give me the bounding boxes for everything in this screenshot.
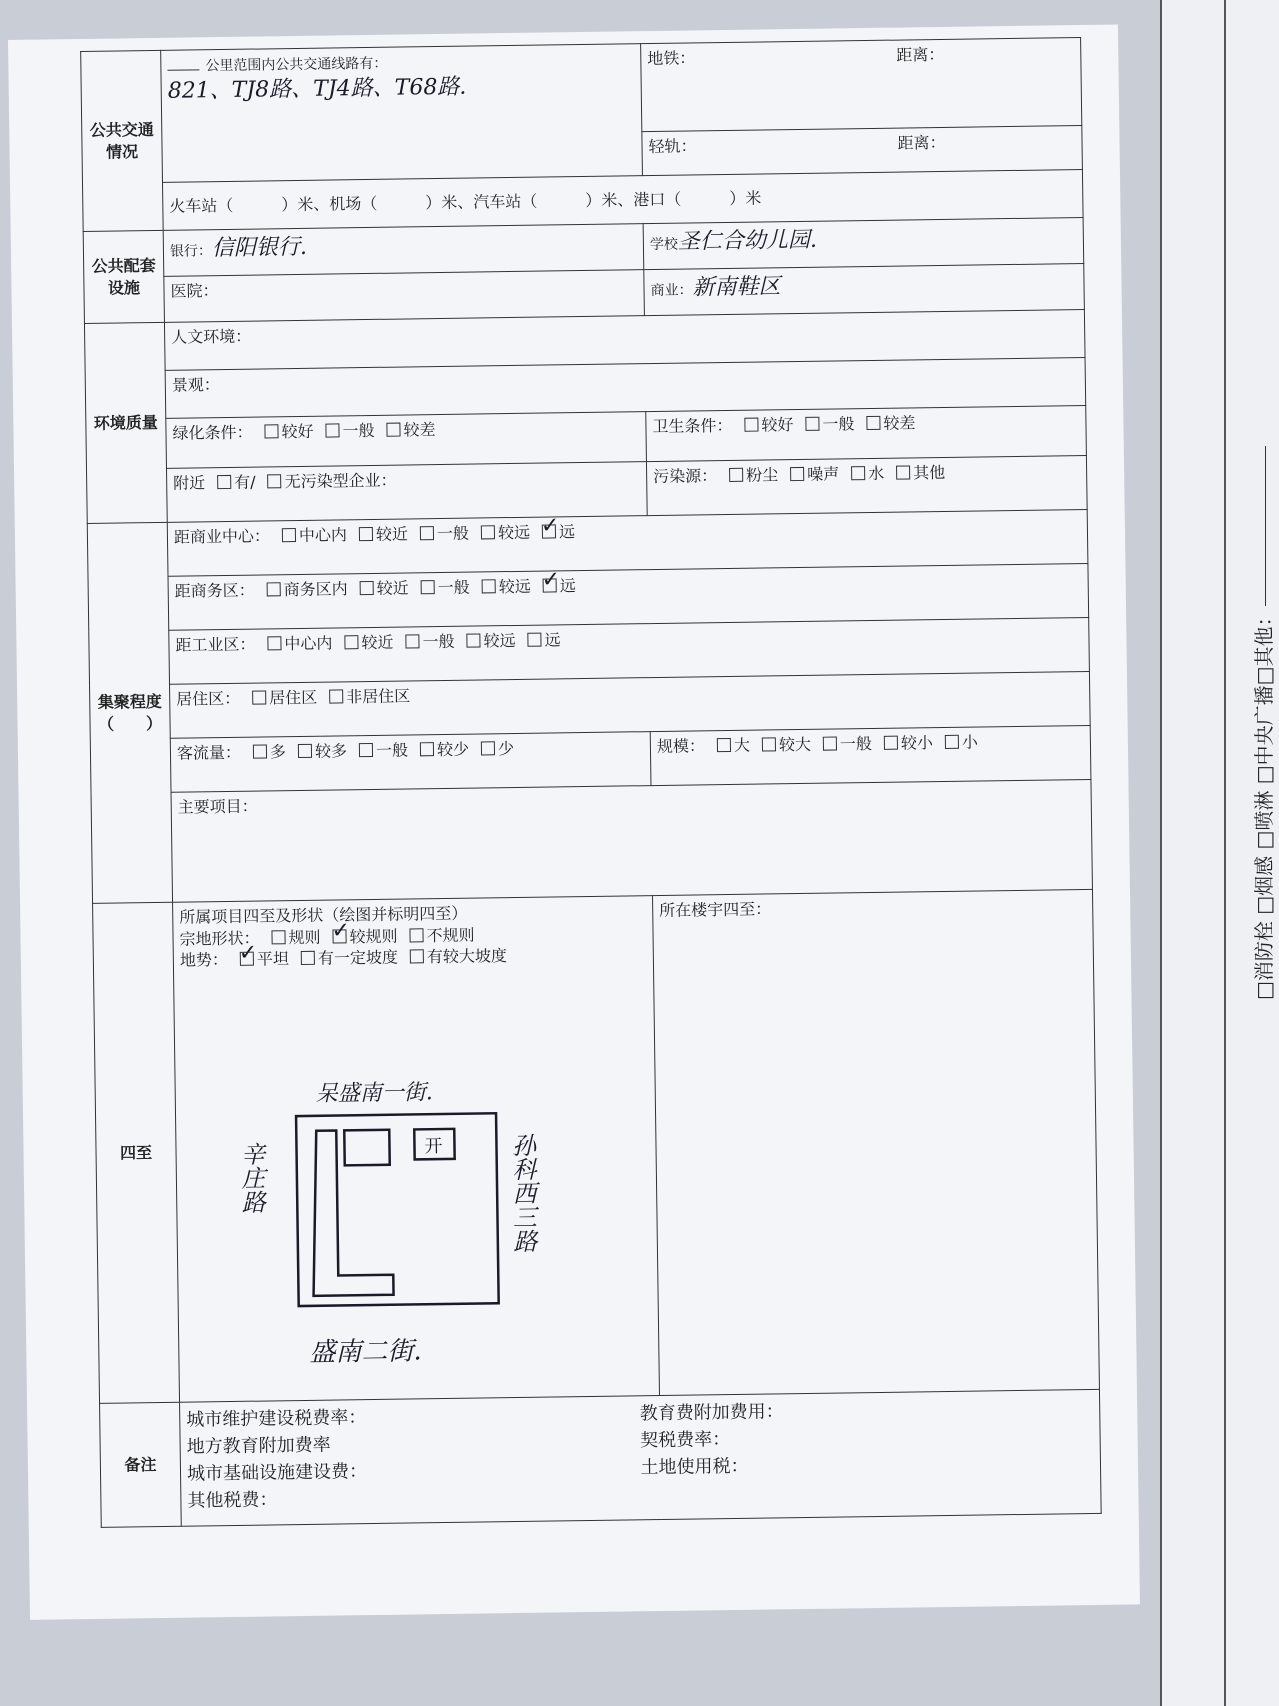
education-surcharge: 教育费附加费用： bbox=[639, 1401, 784, 1425]
school-cell bbox=[643, 218, 1084, 270]
scale-label: 规模： bbox=[656, 736, 706, 757]
culture-cell: 人文环境： bbox=[164, 309, 1085, 370]
checkbox[interactable] bbox=[252, 690, 266, 704]
checkbox[interactable] bbox=[744, 418, 758, 432]
option-label: 无污染型企业： bbox=[284, 470, 397, 492]
traffic-label: 客流量： bbox=[176, 742, 242, 763]
survey-form-table bbox=[80, 37, 1102, 1528]
sketch-north-road: 呆盛南一街. bbox=[315, 1080, 433, 1107]
option-label: 一般 bbox=[375, 740, 409, 760]
school-label: 学校 bbox=[649, 236, 679, 254]
sketch-east-road: 孙科西三路 bbox=[507, 1132, 537, 1254]
option-label: 非居住区 bbox=[346, 686, 411, 707]
building-l-shape bbox=[311, 1130, 393, 1296]
main-items-cell: 主要项目： bbox=[171, 779, 1092, 902]
option-label: 较近 bbox=[361, 632, 394, 653]
sketch-west-road: 辛庄路 bbox=[236, 1141, 266, 1214]
checkbox[interactable] bbox=[790, 467, 804, 481]
checkbox[interactable] bbox=[298, 744, 312, 758]
option-label: 一般 bbox=[437, 577, 470, 598]
option-label: 小 bbox=[961, 732, 979, 752]
option-label: 较差 bbox=[403, 420, 436, 440]
environment-label: 环境质量 bbox=[84, 322, 167, 523]
option-label: 噪声 bbox=[807, 464, 840, 484]
checkbox[interactable] bbox=[359, 743, 373, 757]
site-outline bbox=[296, 1113, 499, 1306]
option-label: 较近 bbox=[376, 578, 409, 598]
site-sketch bbox=[235, 1057, 559, 1381]
option-label: 较远 bbox=[483, 630, 516, 651]
greening-cell bbox=[166, 412, 647, 469]
option-label: 中心内 bbox=[298, 525, 348, 545]
residential-label: 居住区： bbox=[176, 688, 241, 709]
checkbox[interactable] bbox=[482, 579, 496, 593]
checkbox[interactable] bbox=[805, 417, 819, 431]
option-label: 商务区内 bbox=[283, 579, 348, 600]
checkbox[interactable] bbox=[823, 736, 837, 750]
checkbox[interactable] bbox=[301, 951, 315, 965]
adjacent-page-text bbox=[1248, 446, 1277, 1000]
terrain-row bbox=[180, 943, 647, 971]
urban-maintenance-tax: 城市维护建设税费率： bbox=[186, 1407, 367, 1431]
lines-handwritten-value: 821、TJ8路、TJ4路、T68路. bbox=[167, 74, 467, 104]
option-label: 其他 bbox=[913, 462, 946, 483]
option-label: 较多 bbox=[314, 741, 348, 761]
building-block-1 bbox=[344, 1130, 389, 1166]
checkbox-checked[interactable] bbox=[543, 578, 557, 592]
option-label: 一般 bbox=[436, 523, 470, 544]
checkbox[interactable] bbox=[729, 468, 743, 482]
transport-lines-cell bbox=[161, 44, 643, 183]
facilities-label: 公共配套设施 bbox=[83, 230, 164, 323]
pollution-enterprise-cell bbox=[166, 462, 647, 523]
checkbox[interactable] bbox=[527, 633, 541, 647]
greening-label: 绿化条件： bbox=[172, 422, 253, 443]
traffic-cell bbox=[170, 732, 651, 793]
checkbox[interactable] bbox=[360, 581, 374, 595]
option-label: 规则 bbox=[288, 927, 321, 947]
option-label: 中心内 bbox=[284, 633, 333, 654]
scale-cell bbox=[650, 725, 1091, 785]
agglomeration-label-cell bbox=[87, 522, 172, 903]
option-label: 较大 bbox=[778, 734, 812, 755]
checkbox[interactable] bbox=[409, 928, 423, 942]
checkbox[interactable] bbox=[762, 737, 776, 751]
adjacent-page-options: □消防栓 □烟感 □喷淋 □中央广播□其他： bbox=[1252, 606, 1276, 1000]
commerce-cell bbox=[644, 264, 1085, 316]
checkbox[interactable] bbox=[851, 466, 865, 480]
option-label: 较好 bbox=[761, 415, 794, 435]
checkbox-checked[interactable] bbox=[542, 524, 556, 538]
checkbox[interactable] bbox=[481, 741, 495, 755]
adjacent-page-border bbox=[1224, 0, 1226, 1706]
deed-tax-rate: 契税费率： bbox=[639, 1429, 731, 1452]
checkbox[interactable] bbox=[884, 736, 898, 750]
option-label: 大 bbox=[733, 735, 751, 755]
option-label: 较远 bbox=[498, 576, 531, 597]
option-label: 较近 bbox=[375, 524, 409, 544]
option-label: 较差 bbox=[883, 413, 916, 433]
light-rail-distance-label: 距离： bbox=[897, 132, 946, 153]
checkbox[interactable] bbox=[325, 423, 339, 437]
bank-label: 银行： bbox=[169, 243, 213, 260]
checkbox-checked[interactable] bbox=[240, 952, 254, 966]
sketch-inner-label: 开 bbox=[424, 1136, 443, 1158]
remarks-cell bbox=[180, 1389, 1102, 1526]
subway-label: 地铁： bbox=[647, 48, 696, 69]
option-label: 一般 bbox=[342, 420, 375, 441]
subway-cell bbox=[641, 38, 1082, 132]
business-label: 距商务区： bbox=[174, 580, 255, 601]
option-label: 粉尘 bbox=[746, 465, 779, 485]
checkbox[interactable] bbox=[896, 465, 910, 479]
lines-label: 公里范围内公共交通线路有： bbox=[205, 55, 388, 75]
sketch-south-road: 盛南二街. bbox=[309, 1336, 422, 1368]
option-label: 远 bbox=[544, 630, 561, 650]
checkbox[interactable] bbox=[410, 949, 424, 963]
option-label: 远 bbox=[558, 522, 576, 542]
other-taxes: 其他税费： bbox=[187, 1489, 278, 1512]
option-label: 一般 bbox=[422, 631, 455, 652]
remarks-label: 备注 bbox=[100, 1402, 182, 1527]
hygiene-cell bbox=[646, 405, 1087, 461]
pollution-source-cell bbox=[646, 455, 1087, 515]
option-label: 有/ bbox=[234, 472, 256, 492]
checkbox[interactable] bbox=[866, 416, 880, 430]
cbd-label: 距商业中心： bbox=[173, 526, 271, 547]
option-label: 不规则 bbox=[426, 925, 475, 945]
form-page bbox=[8, 25, 1140, 1620]
option-label: 远 bbox=[559, 576, 576, 596]
option-label: 有较大坡度 bbox=[426, 946, 508, 967]
project-boundaries-title: 所属项目四至及形状（绘图并标明四至） bbox=[179, 903, 468, 927]
checkbox[interactable] bbox=[420, 526, 434, 540]
option-label: 有一定坡度 bbox=[317, 947, 399, 968]
land-use-tax: 土地使用税： bbox=[640, 1455, 749, 1479]
checkbox[interactable] bbox=[217, 475, 231, 489]
commerce-value: 新南鞋区 bbox=[692, 274, 781, 301]
hygiene-label: 卫生条件： bbox=[652, 415, 733, 437]
option-label: 较好 bbox=[281, 421, 314, 442]
commerce-label: 商业： bbox=[650, 282, 693, 300]
checkbox[interactable] bbox=[405, 634, 419, 648]
checkbox[interactable] bbox=[344, 635, 358, 649]
checkbox[interactable] bbox=[264, 424, 278, 438]
checkbox-checked[interactable] bbox=[332, 929, 346, 943]
agglomeration-label: 集聚程度 bbox=[97, 691, 162, 712]
boundaries-label: 四至 bbox=[93, 902, 180, 1403]
project-boundaries-cell bbox=[173, 896, 660, 1403]
checkbox[interactable] bbox=[481, 525, 495, 539]
option-label: 较规则 bbox=[349, 926, 398, 946]
light-rail-cell bbox=[642, 126, 1083, 176]
shape-label: 宗地形状： bbox=[179, 928, 260, 949]
bank-cell bbox=[163, 224, 644, 277]
checkbox[interactable] bbox=[717, 738, 731, 752]
checkbox[interactable] bbox=[945, 735, 959, 749]
option-label: 多 bbox=[269, 742, 287, 762]
checkbox[interactable] bbox=[253, 744, 267, 758]
agglomeration-paren: （ ） bbox=[97, 713, 163, 734]
option-label: 一般 bbox=[839, 734, 873, 754]
checkbox[interactable] bbox=[271, 930, 285, 944]
checkbox[interactable] bbox=[267, 582, 281, 596]
industry-label: 距工业区： bbox=[175, 634, 256, 655]
option-label: 较远 bbox=[497, 522, 531, 543]
light-rail-label: 轻轨： bbox=[648, 136, 697, 157]
option-label: 平坦 bbox=[256, 949, 290, 969]
checkbox[interactable] bbox=[282, 528, 296, 542]
nearby-label: 附近 bbox=[173, 473, 206, 493]
bank-value: 信阳银行. bbox=[211, 234, 308, 262]
option-label: 少 bbox=[497, 739, 515, 759]
checkbox[interactable] bbox=[420, 742, 434, 756]
subway-distance-label: 距离： bbox=[896, 44, 945, 65]
checkbox[interactable] bbox=[421, 580, 435, 594]
checkbox[interactable] bbox=[329, 689, 343, 703]
checkbox[interactable] bbox=[268, 474, 282, 488]
option-label: 较少 bbox=[436, 739, 470, 760]
building-boundaries-cell: 所在楼宇四至： bbox=[653, 889, 1100, 1395]
school-value: 圣仁合幼儿园. bbox=[677, 227, 818, 255]
terrain-label: 地势： bbox=[179, 950, 229, 970]
option-label: 水 bbox=[868, 463, 885, 484]
pollution-source-label: 污染源： bbox=[653, 466, 718, 487]
option-label: 居住区 bbox=[269, 687, 318, 708]
range-blank bbox=[167, 69, 199, 70]
station-distances: 火车站（ ）米、机场（ ）米、汽车站（ ）米、港口（ ）米 bbox=[163, 170, 1084, 231]
checkbox[interactable] bbox=[466, 633, 480, 647]
local-education-surcharge: 地方教育附加费率 bbox=[186, 1434, 331, 1458]
checkbox[interactable] bbox=[267, 636, 281, 650]
checkbox[interactable] bbox=[359, 527, 373, 541]
transport-label: 公共交通情况 bbox=[81, 50, 164, 231]
infrastructure-fee: 城市基础设施建设费： bbox=[186, 1461, 368, 1485]
landscape-cell: 景观： bbox=[165, 357, 1086, 418]
checkbox[interactable] bbox=[386, 423, 400, 437]
option-label: 一般 bbox=[822, 414, 855, 434]
hospital-cell: 医院： bbox=[164, 270, 645, 323]
option-label: 较小 bbox=[900, 733, 934, 753]
